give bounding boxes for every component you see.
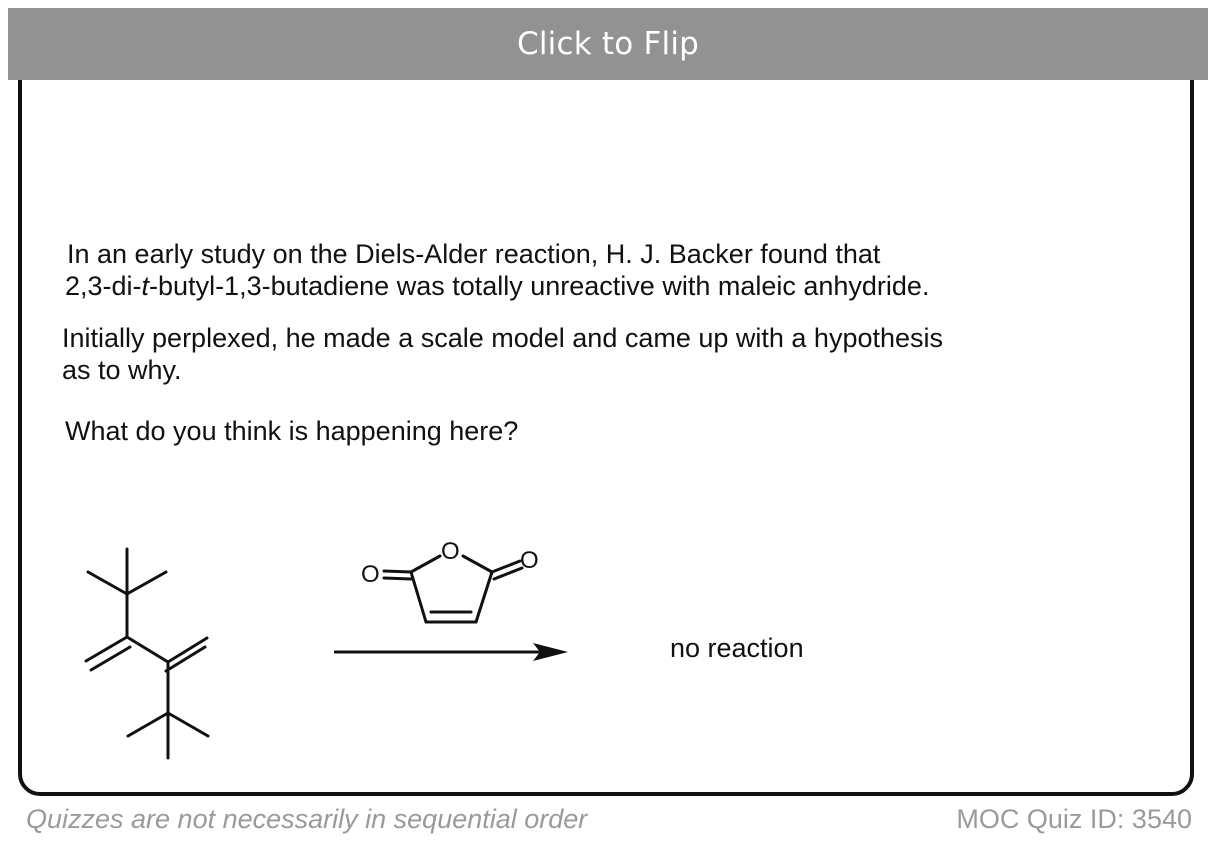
question-line-5: What do you think is happening here? <box>65 416 519 446</box>
sequence-note: Quizzes are not necessarily in sequential order <box>26 804 588 834</box>
question-line-2: 2,3-di-t-butyl-1,3-butadiene was totally unreactive with maleic anhydride. <box>65 271 930 301</box>
diene-structure <box>86 549 208 758</box>
left-carbonyl-oxygen-label: O <box>361 561 380 588</box>
quiz-id: MOC Quiz ID: 3540 <box>956 804 1192 834</box>
no-reaction-label: no reaction <box>670 633 804 663</box>
question-line-4: as to why. <box>62 355 182 385</box>
maleic-anhydride-structure <box>384 556 522 622</box>
question-line-3: Initially perplexed, he made a scale model and came up with a hypothesis <box>62 323 944 353</box>
question-line-1: In an early study on the Diels-Alder reaction, H. J. Backer found that <box>67 239 881 269</box>
ring-oxygen-label: O <box>441 538 460 565</box>
tert-italic: t <box>141 271 150 301</box>
flip-label: Click to Flip <box>516 26 700 62</box>
right-carbonyl-oxygen-label: O <box>520 547 539 574</box>
reaction-arrow <box>334 643 568 661</box>
